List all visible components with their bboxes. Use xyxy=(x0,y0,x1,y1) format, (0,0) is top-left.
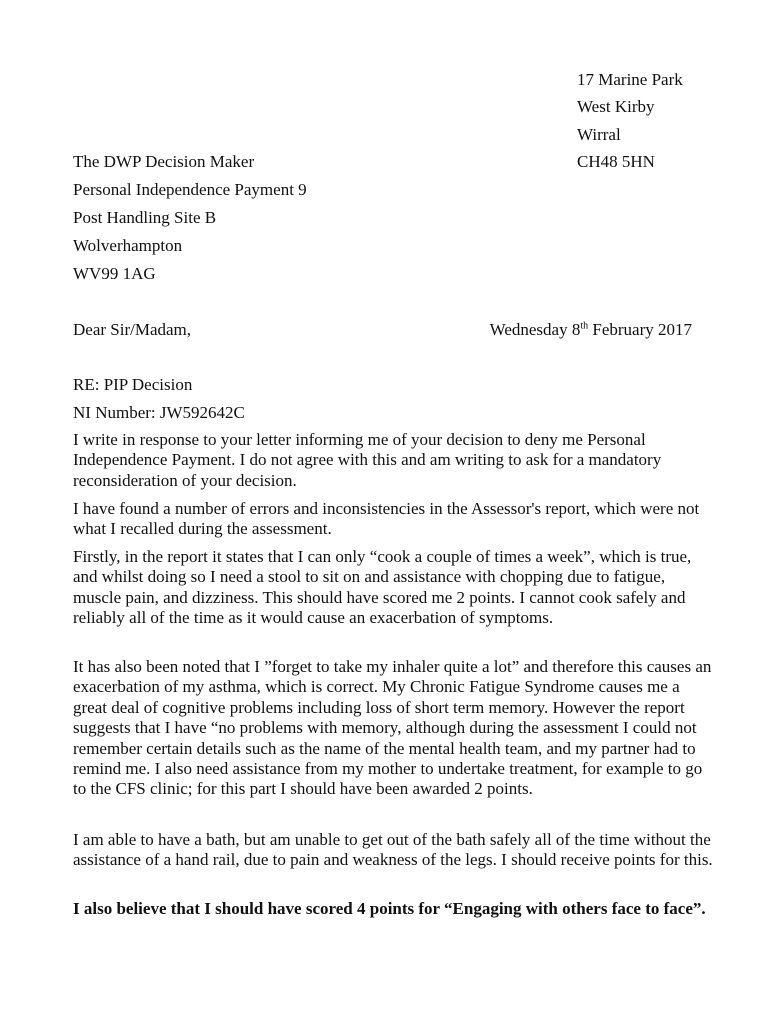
recipient-city: Wolverhampton xyxy=(73,236,183,255)
date-rest: February 2017 xyxy=(588,320,692,339)
salutation: Dear Sir/Madam, xyxy=(73,320,192,339)
sender-address-line2: West Kirby xyxy=(577,97,655,116)
body-paragraph-5: I am able to have a bath, but am unable to get out of the bath safely all of the time without the assistance of a hand rail, due to pain and weakness of the legs. I should receive points for this. xyxy=(73,830,713,870)
recipient-line1: Personal Independence Payment 9 xyxy=(73,180,307,199)
letter-date xyxy=(490,320,692,340)
sender-address-line3: Wirral xyxy=(577,125,621,144)
recipient-postcode: WV99 1AG xyxy=(73,264,156,283)
body-paragraph-4: It has also been noted that I ”forget to take my inhaler quite a lot” and therefore this causes an exacerbation of my asthma, which is correct. My Chronic Fatigue Syndrome causes me a great deal of cognitive problems including loss of short term memory. However the report suggests that I have “no problems with memory, although during the assessment I could not remember certain details such as the name of the mental health team, and my partner had to remind me. I also need assistance from my mother to undertake treatment, for example to go to the CFS clinic; for this part I should have been awarded 2 points. xyxy=(73,657,712,799)
subject-ni-number: NI Number: JW592642C xyxy=(73,403,245,422)
recipient-name: The DWP Decision Maker xyxy=(73,152,255,171)
body-paragraph-3: Firstly, in the report it states that I can only “cook a couple of times a week”, which is true, and whilst doing so I need a stool to sit on and assistance with chopping due to fatigue, muscle pain, and dizziness. This should have scored me 2 points. I cannot cook safely and reliably all of the time as it would cause an exacerbation of symptoms. xyxy=(73,547,692,628)
sender-address-line1: 17 Marine Park xyxy=(577,70,683,89)
sender-postcode: CH48 5HN xyxy=(577,152,655,171)
date-ordinal-suffix: th xyxy=(580,320,589,332)
body-paragraph-1: I write in response to your letter informing me of your decision to deny me Personal Independence Payment. I do not agree with this and am writing to ask for a mandatory reconsideration of your decision. xyxy=(73,430,662,490)
subject-re: RE: PIP Decision xyxy=(73,375,193,394)
date-prefix: Wednesday 8 xyxy=(489,320,581,339)
body-paragraph-6-bold: I also believe that I should have scored 4 points for “Engaging with others face to face”. xyxy=(73,899,706,918)
recipient-line2: Post Handling Site B xyxy=(73,208,217,227)
body-paragraph-2: I have found a number of errors and inconsistencies in the Assessor's report, which were not what I recalled during the assessment. xyxy=(73,499,700,539)
